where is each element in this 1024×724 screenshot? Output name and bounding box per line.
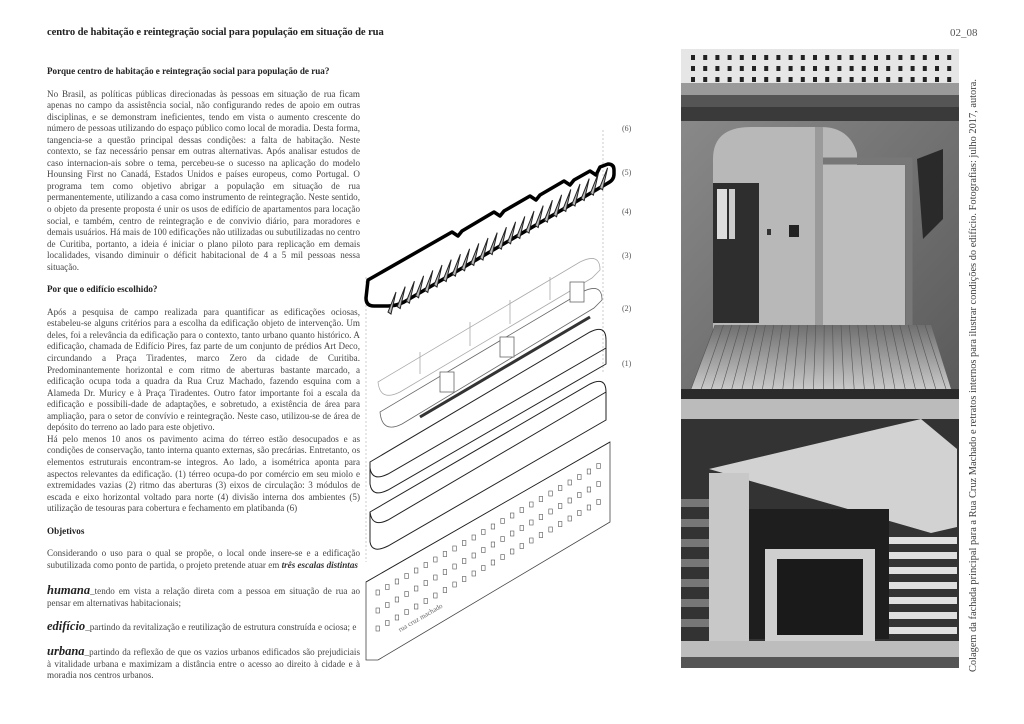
facade-photo-window xyxy=(764,66,768,71)
stair-step xyxy=(681,519,709,527)
stair-step xyxy=(889,627,957,634)
facade-photo-window xyxy=(715,77,719,82)
stair-step xyxy=(681,539,709,547)
facade-photo-window xyxy=(825,66,829,71)
stair-step xyxy=(681,499,709,507)
facade-photo-window xyxy=(728,77,732,82)
facade-photo-window xyxy=(886,55,890,60)
facade-photo-window xyxy=(862,55,866,60)
roof-truss xyxy=(416,276,424,298)
facade-photo-window xyxy=(898,55,902,60)
objective-item xyxy=(47,585,360,609)
facade-photo-window xyxy=(850,77,854,82)
roof-truss xyxy=(508,222,516,244)
facade-photo-window xyxy=(923,77,927,82)
roof-truss xyxy=(443,260,451,282)
facade-photo xyxy=(681,49,959,109)
roof-truss xyxy=(517,216,525,238)
facade-photo-window xyxy=(776,77,780,82)
facade-photo-window xyxy=(764,55,768,60)
roof-truss xyxy=(572,184,580,206)
roof-truss xyxy=(554,195,562,217)
facade-photo-window xyxy=(776,66,780,71)
facade-photo-window xyxy=(776,55,780,60)
facade-photo-window xyxy=(789,66,793,71)
stair-step xyxy=(681,579,709,587)
photo-caption: Colagem da fachada principal para a Rua Cruz Machado e retratos internos para ilustrar condições do edifício. Fotografias: julho 2017, autora. xyxy=(968,79,979,672)
stair-step xyxy=(889,612,957,619)
roof-truss xyxy=(489,233,497,255)
section-heading-why-building: Por que o edifício escolhido? xyxy=(47,284,158,295)
facade-photo-window xyxy=(923,55,927,60)
facade-photo-window xyxy=(752,66,756,71)
facade-photo-window xyxy=(703,66,707,71)
facade-photo-window xyxy=(862,66,866,71)
objective-term: humana xyxy=(47,583,91,598)
roof-truss xyxy=(406,281,414,303)
paragraph: Há pelo menos 10 anos os pavimento acima do térreo estão desocupados e as condições de conservação, tanto interna quanto externas, são precárias. Entretanto, os elementos estruturais encontram-se integros. Ao lado, a isométrica aponta para aspectos relevantes da edificação. (1) térreo ocupa-do por comércio em seu miolo e extremidades vazias (2) ritmo das aberturas (3) eixos de circulação: 3 módulos de escada e eixo horizontal voltado para norte (4) divisão interna dos ambientes (5) utilização de tesouras para cobertura e fechamento em platibanda (6) xyxy=(47,433,360,514)
roof-truss xyxy=(526,211,534,233)
objective-term: edifício xyxy=(47,619,86,634)
objectives-emphasis: três escalas distintas xyxy=(281,559,358,570)
street-label: rua cruz machado xyxy=(397,601,445,634)
facade-photo-window xyxy=(813,55,817,60)
stair-step xyxy=(889,567,957,574)
facade-photo-window xyxy=(874,77,878,82)
facade-photo-window xyxy=(862,77,866,82)
facade-photo-window xyxy=(789,77,793,82)
layer-label-4: (4) xyxy=(622,207,632,216)
stair-step xyxy=(889,597,957,604)
roof-truss xyxy=(590,173,598,195)
facade-photo-window xyxy=(947,66,951,71)
facade-photo-window xyxy=(691,77,695,82)
facade-photo-window xyxy=(911,66,915,71)
roof-truss xyxy=(600,168,608,190)
facade-photo-window xyxy=(691,55,695,60)
layer-label-2: (2) xyxy=(622,304,632,313)
section-heading-objectives: Objetivos xyxy=(47,525,85,536)
facade-photo-window xyxy=(947,55,951,60)
roof-truss xyxy=(388,292,396,314)
objective-item xyxy=(47,621,360,634)
facade-photo-window xyxy=(801,77,805,82)
roof-truss xyxy=(462,249,470,271)
stair-step xyxy=(681,619,709,627)
page-title: centro de habitação e reintegração social para população em situação de rua xyxy=(47,27,384,38)
roof-truss xyxy=(425,270,433,292)
facade-photo-window xyxy=(947,77,951,82)
facade-photo-window xyxy=(813,66,817,71)
roof-truss xyxy=(544,200,552,222)
facade-photo-window xyxy=(911,77,915,82)
facade-photo-window xyxy=(837,55,841,60)
facade-photo-window xyxy=(935,77,939,82)
objectives-intro xyxy=(47,548,360,571)
roof-truss xyxy=(581,179,589,201)
isometric-drawing xyxy=(360,112,640,672)
facade-photo-window xyxy=(789,55,793,60)
roof-truss xyxy=(480,238,488,260)
objective-text: _partindo da revitalização e reutilização de estrutura construída e ociosa; e xyxy=(85,622,357,633)
facade-photo-window xyxy=(850,66,854,71)
facade-photo-window xyxy=(825,55,829,60)
facade-photo-window xyxy=(715,55,719,60)
facade-photo-window xyxy=(923,66,927,71)
facade-photo-window xyxy=(898,77,902,82)
facade-photo-window xyxy=(801,55,805,60)
facade-photo-window xyxy=(752,77,756,82)
text-column xyxy=(47,66,360,682)
facade-photo-window xyxy=(886,66,890,71)
facade-photo-window xyxy=(898,66,902,71)
objectives-intro-text: Considerando o uso para o qual se propõe, o local onde insere-se e a edificação subutilizada como ponto de partida, o projeto pretende atuar em xyxy=(47,548,360,570)
roof-truss xyxy=(434,265,442,287)
layer-label-5: (5) xyxy=(622,168,632,177)
facade-photo-window xyxy=(801,66,805,71)
facade-photo-window xyxy=(703,55,707,60)
roof-truss xyxy=(498,227,506,249)
layer-label-3: (3) xyxy=(622,251,632,260)
objective-item xyxy=(47,643,360,682)
photo-collage xyxy=(681,49,959,668)
interior-room-photo xyxy=(681,107,959,399)
layer-label-1: (1) xyxy=(622,359,632,368)
stair-step xyxy=(889,552,957,559)
roof-truss xyxy=(452,254,460,276)
facade-photo-window xyxy=(740,77,744,82)
facade-photo-window xyxy=(740,66,744,71)
facade-photo-window xyxy=(728,55,732,60)
stair-step xyxy=(889,537,957,544)
facade-photo-window xyxy=(703,77,707,82)
facade-photo-window xyxy=(874,66,878,71)
objective-text: _tendo em vista a relação direta com a pessoa em situação de rua ao pensar em alternativas habitacionais; xyxy=(47,586,360,608)
facade-photo-window xyxy=(740,55,744,60)
facade-photo-window xyxy=(850,55,854,60)
facade-photo-window xyxy=(935,66,939,71)
roof-truss xyxy=(471,243,479,265)
facade-photo-window xyxy=(825,77,829,82)
stairwell-photo xyxy=(681,399,959,668)
objective-term: urbana xyxy=(47,643,85,658)
paragraph: No Brasil, as políticas públicas direcionadas às pessoas em situação de rua ficam apenas no campo da assistência social, não configurando redes de apoio em outras disciplinas, e se demonstram ineficientes, tendo em vista o aumento crescente do número de pessoas utilizando do espaço público como local de moradia. Desta forma, tangencia-se a questão principal dessas condições: a falta de habitação. Neste contexto, se faz necessário pensar em outras alternativas. Após analisar estudos de caso internacion-ais sobre o tema, percebeu-se o sucesso na aplicação do modelo Hounsing First no Canadá, Estados Unidos e países europeus, como Portugal. O programa tem como objetivo abrigar a população em situação de rua permanentemente, utilizando a casa como instrumento de reintegração. Neste sentido, o objeto da presente proposta é unir os usos de edifício de apartamentos para locação social, e também, centro de reintegração e de convivio diário, para moradores e demais usuários. Há mais de 100 edificações não utilizadas ou subutilizadas no centro de Curitiba, portanto, a ideia é iniciar o plano piloto para replicação em demais localidades, visando diminuir o déficit habitacional de 4 a 5 mil pessoas nessa situação. xyxy=(47,88,360,272)
facade-photo-window xyxy=(911,55,915,60)
roof-truss xyxy=(563,189,571,211)
roof-truss xyxy=(397,287,405,309)
facade-photo-window xyxy=(886,77,890,82)
stair-step xyxy=(681,599,709,607)
facade-photo-window xyxy=(813,77,817,82)
facade-photo-window xyxy=(837,66,841,71)
facade-photo-window xyxy=(691,66,695,71)
facade-photo-window xyxy=(752,55,756,60)
layer-3-circulation xyxy=(380,282,602,427)
facade-photo-window xyxy=(837,77,841,82)
facade-photo-window xyxy=(874,55,878,60)
facade-photo-window xyxy=(764,77,768,82)
section-heading-why-center: Porque centro de habitação e reintegração social para população de rua? xyxy=(47,66,330,76)
facade-photo-window xyxy=(715,66,719,71)
isometric-exploded-diagram xyxy=(360,112,640,672)
page-number: 02_08 xyxy=(950,27,978,39)
paragraph: Após a pesquisa de campo realizada para quantificar as edificações ociosas, estabeleu-se alguns critérios para a escolha da edificação objeto de intervenção. Um deles, foi a relevância da edificação para o contexto, tanto urbano quanto histórico. A edificação, chamada de Edifício Pires, faz parte de um conjunto de prédios Art Deco, circundando a Praça Tiradentes, marco Zero da cidade de Curitiba. Predominantemente horizontal e com ritmo de aberturas bastante marcado, a edificação ocupa toda a quadra da Rua Cruz Machado, fazendo esquina com a Alameda Dr. Muricy e à Praça Tiradentes. Outro fator importante foi a escala da edificação e possibili-dade de adaptações, e sobretudo, a existência de área para ampliação, para o setor de convívio e reintegração. Neste caso, utilizou-se de área de depósito do terreno ao lado para este objetivo. xyxy=(47,306,360,433)
stair-step xyxy=(889,582,957,589)
layer-label-6: (6) xyxy=(622,124,632,133)
facade-photo-window xyxy=(728,66,732,71)
photo-collage-image xyxy=(681,49,959,668)
facade-photo-window xyxy=(935,55,939,60)
stair-step xyxy=(681,559,709,567)
roof-truss xyxy=(535,206,543,228)
objective-text: _partindo da reflexão de que os vazios urbanos edificados são prejudiciais à vitalidade urbana e maximizam a distância entre o acesso ao direito à cidade e à moradia nos centros urbanos. xyxy=(47,646,360,681)
